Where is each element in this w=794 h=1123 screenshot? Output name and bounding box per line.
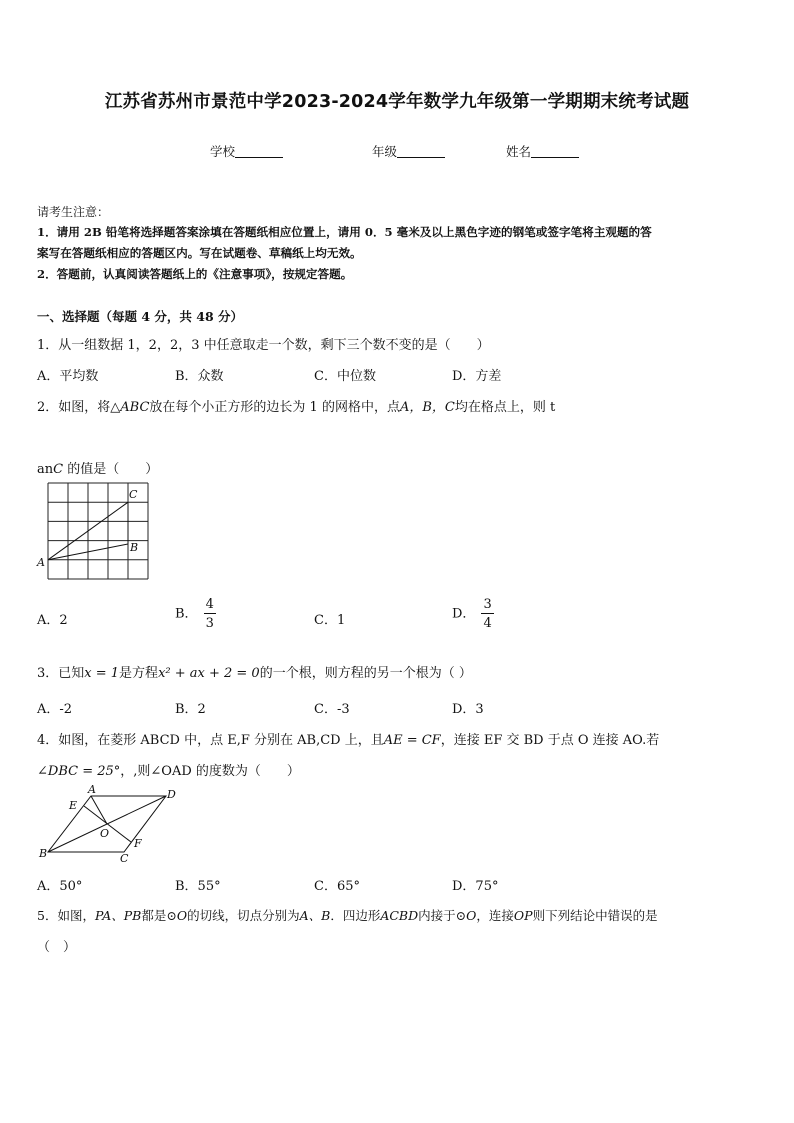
q1-option-a: A．平均数 [37,369,99,384]
q5-text-mid: 都是⊙ [141,908,177,923]
q5-line-2: （ ） [37,940,77,955]
q4-rhombus-lines [48,796,166,852]
name-blank [531,145,579,158]
q5-ab: A、B [299,908,331,923]
q4-angle-dbc: ∠DBC = 25° [37,764,121,779]
q4-line2-post: ，,则∠OAD 的度数为（ ） [120,764,300,779]
q2-option-b-fraction [204,598,216,630]
q5-text-post: 则下列结论中错误的是 [532,908,658,923]
q5-line-1 [37,906,658,924]
q4-option-c: C．65° [314,879,360,894]
section-heading: 一、选择题（每题 4 分，共 48 分） [37,309,244,324]
school-label: 学校 [210,144,236,159]
q5-pa-pb: PA、PB [94,908,142,923]
q3-text-pre: 3．已知 [37,666,85,681]
q1-option-b: B．众数 [175,369,224,384]
q5-text-mid5: ，连接 [476,908,514,923]
q5-text-mid4: 内接于⊙ [418,908,467,923]
q4-label-d: D [167,788,176,801]
q2-line2-var: C [53,462,64,477]
q4-option-b: B．55° [175,879,221,894]
q5-op: OP [513,908,533,923]
q2-option-d [452,598,494,630]
name-field [506,142,579,160]
q2-text-mid: 放在每个小正方形的边长为 1 的网格中，点 [149,400,400,415]
q3-x-eq: x = 1 [84,666,120,681]
q4-text-pre: 4．如图，在菱形 ABCD 中，点 E,F 分别在 AB,CD 上，且 [37,733,384,748]
q4-rhombus-figure [36,784,186,864]
name-label: 姓名 [506,144,532,159]
q2-option-c: C．1 [314,613,346,628]
q1-option-d: D．方差 [452,369,502,384]
q3-text [37,662,472,681]
q2-option-b-label: B． [175,606,198,622]
notice-line-1a: 1．请用 2B 铅笔将选择题答案涂填在答题纸相应位置上，请用 0．5 毫米及以上黑色字迹的钢笔或签字笔将主观题的答 [37,225,652,239]
q3-option-d: D．3 [452,702,484,717]
q2-option-a: A．2 [37,613,68,628]
q2-line2-post: 的值是（ ） [63,462,159,477]
q3-equation: x² + ax + 2 = 0 [158,666,260,681]
q2-line-1 [37,396,555,415]
grade-label: 年级 [372,144,398,159]
q4-label-f: F [134,837,142,850]
q4-ae-cf: AE = CF [383,733,441,748]
q3-option-a: A．-2 [37,702,73,717]
q5-text-mid2: 的切线，切点分别为 [187,908,300,923]
q5-acbd: ACBD [380,908,419,923]
q5-o2: O [466,908,477,923]
q2-label-b: B [130,541,139,554]
notice-line-2: 2．答题前，认真阅读答题纸上的《注意事项》，按规定答题。 [37,267,353,281]
q2-label-a: A [37,556,45,569]
q3-option-c: C．-3 [314,702,350,717]
school-field [210,142,283,160]
q2-option-d-fraction [481,598,493,630]
q2-line-2 [37,458,158,477]
q2-triangle: △ABC [110,400,150,415]
q4-option-a: A．50° [37,879,83,894]
notice-heading: 请考生注意： [37,205,110,219]
q2-points: A，B，C [399,400,455,415]
q2-grid-figure [36,481,156,581]
q2-option-b [175,598,216,630]
q4-option-d: D．75° [452,879,499,894]
notice-line-1b: 案写在答题纸相应的答题区内。写在试题卷、草稿纸上均无效。 [37,246,362,260]
q5-text-mid3: ．四边形 [330,908,381,923]
q4-text-post: ，连接 EF 交 BD 于点 O 连接 AO.若 [440,733,660,748]
q4-label-o: O [100,827,110,840]
q2-option-d-label: D． [452,606,476,622]
grade-blank [397,145,445,158]
q4-label-e: E [69,799,78,812]
q3-option-b: B．2 [175,702,206,717]
q3-text-mid: 是方程 [119,666,159,681]
q1-text: 1．从一组数据 1，2，2，3 中任意取走一个数，剩下三个数不变的是（ ） [37,338,490,353]
q2-line2-pre: an [37,462,54,477]
school-blank [235,145,283,158]
q2-option-d-den: 4 [483,616,492,631]
page-title: 江苏省苏州市景范中学2023-2024学年数学九年级第一学期期末统考试题 [104,92,690,112]
q3-text-post: 的一个根，则方程的另一个根为（ ） [259,666,472,681]
q2-option-b-den: 3 [205,616,214,631]
q2-label-c: C [129,488,138,501]
q4-label-b: B [39,847,48,860]
q2-option-b-num: 4 [205,597,214,612]
q4-label-c: C [120,852,129,865]
q1-option-c: C．中位数 [314,369,376,384]
q2-option-d-num: 3 [483,597,492,612]
q4-label-a: A [88,783,96,796]
grade-field [372,142,445,160]
q5-text-pre: 5．如图， [37,908,95,923]
q5-o1: O [176,908,188,923]
q4-line-1 [37,729,659,748]
q2-text-pre: 2．如图，将 [37,400,111,415]
q4-line-2 [37,760,300,779]
q2-text-post: 均在格点上，则 t [454,400,556,415]
